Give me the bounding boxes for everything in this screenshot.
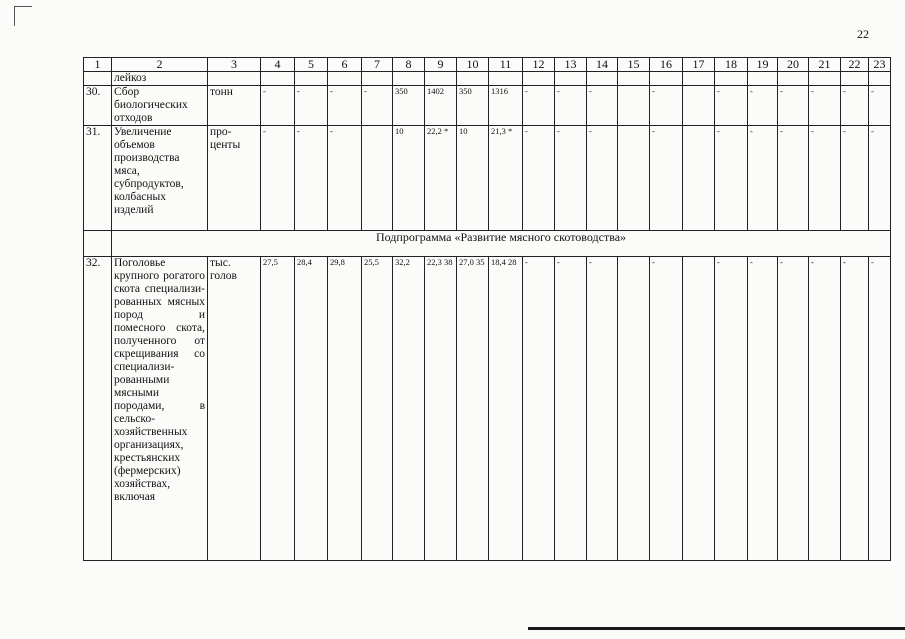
indicator-table: [83, 57, 891, 561]
value-cell: [425, 72, 457, 86]
value-cell: -: [587, 257, 618, 561]
value-cell: [869, 72, 891, 86]
value-cell: [362, 126, 393, 231]
column-header: 5: [295, 58, 328, 72]
unit-cell: тыс. голов: [208, 257, 261, 561]
table-row: [84, 257, 891, 561]
value-cell: -: [748, 86, 778, 126]
value-cell: [748, 72, 778, 86]
value-cell: -: [841, 257, 869, 561]
column-header: 23: [869, 58, 891, 72]
value-cell: -: [261, 86, 295, 126]
value-cell: -: [869, 257, 891, 561]
value-cell: 27,0 35: [457, 257, 489, 561]
value-cell: -: [295, 126, 328, 231]
value-cell: -: [261, 126, 295, 231]
value-cell: [587, 72, 618, 86]
corner-mark-vertical: [14, 6, 15, 26]
value-cell: -: [295, 86, 328, 126]
value-cell: [555, 72, 587, 86]
column-header: 2: [112, 58, 208, 72]
value-cell: -: [778, 257, 809, 561]
value-cell: 29,8: [328, 257, 362, 561]
column-header: 22: [841, 58, 869, 72]
column-header: 8: [393, 58, 425, 72]
column-header: 17: [683, 58, 715, 72]
value-cell: [683, 257, 715, 561]
indicator-name: Увеличение объемов производства мяса, субпродуктов, колбасных изделий: [112, 126, 208, 231]
column-header: 18: [715, 58, 748, 72]
column-header: 13: [555, 58, 587, 72]
value-cell: -: [869, 126, 891, 231]
value-cell: [261, 72, 295, 86]
row-number: 30.: [84, 86, 112, 126]
subprogram-title: Подпрограмма «Развитие мясного скотоводства»: [112, 231, 891, 257]
column-header: 21: [809, 58, 841, 72]
value-cell: -: [809, 86, 841, 126]
value-cell: [393, 72, 425, 86]
column-header: 1: [84, 58, 112, 72]
value-cell: [778, 72, 809, 86]
value-cell: -: [841, 126, 869, 231]
column-header: 4: [261, 58, 295, 72]
value-cell: -: [587, 86, 618, 126]
column-header: 16: [650, 58, 683, 72]
header-row: [84, 58, 891, 72]
value-cell: [295, 72, 328, 86]
row-number: [84, 72, 112, 86]
value-cell: 32,2: [393, 257, 425, 561]
value-cell: [618, 86, 650, 126]
value-cell: [457, 72, 489, 86]
value-cell: -: [555, 257, 587, 561]
value-cell: -: [523, 86, 555, 126]
value-cell: [809, 72, 841, 86]
value-cell: -: [715, 126, 748, 231]
value-cell: -: [362, 86, 393, 126]
column-header: 11: [489, 58, 523, 72]
indicator-name: лейкоз: [112, 72, 208, 86]
value-cell: [489, 72, 523, 86]
value-cell: [683, 86, 715, 126]
value-cell: [618, 72, 650, 86]
value-cell: 27,5: [261, 257, 295, 561]
table-cell: [84, 231, 112, 257]
table-row: [84, 72, 891, 86]
value-cell: -: [748, 126, 778, 231]
value-cell: -: [809, 257, 841, 561]
value-cell: [715, 72, 748, 86]
column-header: 12: [523, 58, 555, 72]
column-header: 7: [362, 58, 393, 72]
value-cell: -: [328, 126, 362, 231]
value-cell: 10: [393, 126, 425, 231]
value-cell: [618, 126, 650, 231]
value-cell: 25,5: [362, 257, 393, 561]
value-cell: [328, 72, 362, 86]
value-cell: -: [841, 86, 869, 126]
value-cell: -: [715, 86, 748, 126]
row-number: 31.: [84, 126, 112, 231]
column-header: 10: [457, 58, 489, 72]
value-cell: -: [523, 126, 555, 231]
column-header: 20: [778, 58, 809, 72]
value-cell: -: [748, 257, 778, 561]
column-header: 3: [208, 58, 261, 72]
unit-cell: [208, 72, 261, 86]
column-header: 6: [328, 58, 362, 72]
table-row: [84, 86, 891, 126]
value-cell: [683, 72, 715, 86]
value-cell: -: [778, 126, 809, 231]
value-cell: [650, 72, 683, 86]
value-cell: [683, 126, 715, 231]
column-header: 9: [425, 58, 457, 72]
value-cell: -: [555, 86, 587, 126]
value-cell: -: [778, 86, 809, 126]
corner-mark-horizontal: [14, 6, 32, 7]
value-cell: 10: [457, 126, 489, 231]
value-cell: -: [869, 86, 891, 126]
unit-cell: тонн: [208, 86, 261, 126]
value-cell: 18,4 28: [489, 257, 523, 561]
value-cell: [618, 257, 650, 561]
indicator-name: Сбор биологических отходов: [112, 86, 208, 126]
unit-cell: про-центы: [208, 126, 261, 231]
value-cell: -: [650, 86, 683, 126]
value-cell: -: [650, 257, 683, 561]
value-cell: 350: [393, 86, 425, 126]
table-row: [84, 126, 891, 231]
value-cell: [362, 72, 393, 86]
value-cell: [841, 72, 869, 86]
value-cell: 28,4: [295, 257, 328, 561]
column-header: 15: [618, 58, 650, 72]
value-cell: -: [523, 257, 555, 561]
column-header: 19: [748, 58, 778, 72]
value-cell: -: [650, 126, 683, 231]
value-cell: 21,3 *: [489, 126, 523, 231]
value-cell: -: [715, 257, 748, 561]
value-cell: 22,2 *: [425, 126, 457, 231]
value-cell: 1402: [425, 86, 457, 126]
bottom-rule: [528, 627, 905, 630]
value-cell: 22,3 38: [425, 257, 457, 561]
value-cell: -: [555, 126, 587, 231]
column-header: 14: [587, 58, 618, 72]
value-cell: 350: [457, 86, 489, 126]
row-number: 32.: [84, 257, 112, 561]
value-cell: -: [328, 86, 362, 126]
subprogram-row: [84, 231, 891, 257]
indicator-name: Поголовье крупного рогатого скота специализи-рованных мясных пород и помесного скота, полученного от скрещивания со специализи-рованными мясными породами, в сельско-хозяйственных организациях, крестьянских (фермерских) хозяйствах, включая: [112, 257, 208, 561]
value-cell: 1316: [489, 86, 523, 126]
value-cell: -: [809, 126, 841, 231]
value-cell: -: [587, 126, 618, 231]
value-cell: [523, 72, 555, 86]
page-number: 22: [857, 27, 869, 41]
